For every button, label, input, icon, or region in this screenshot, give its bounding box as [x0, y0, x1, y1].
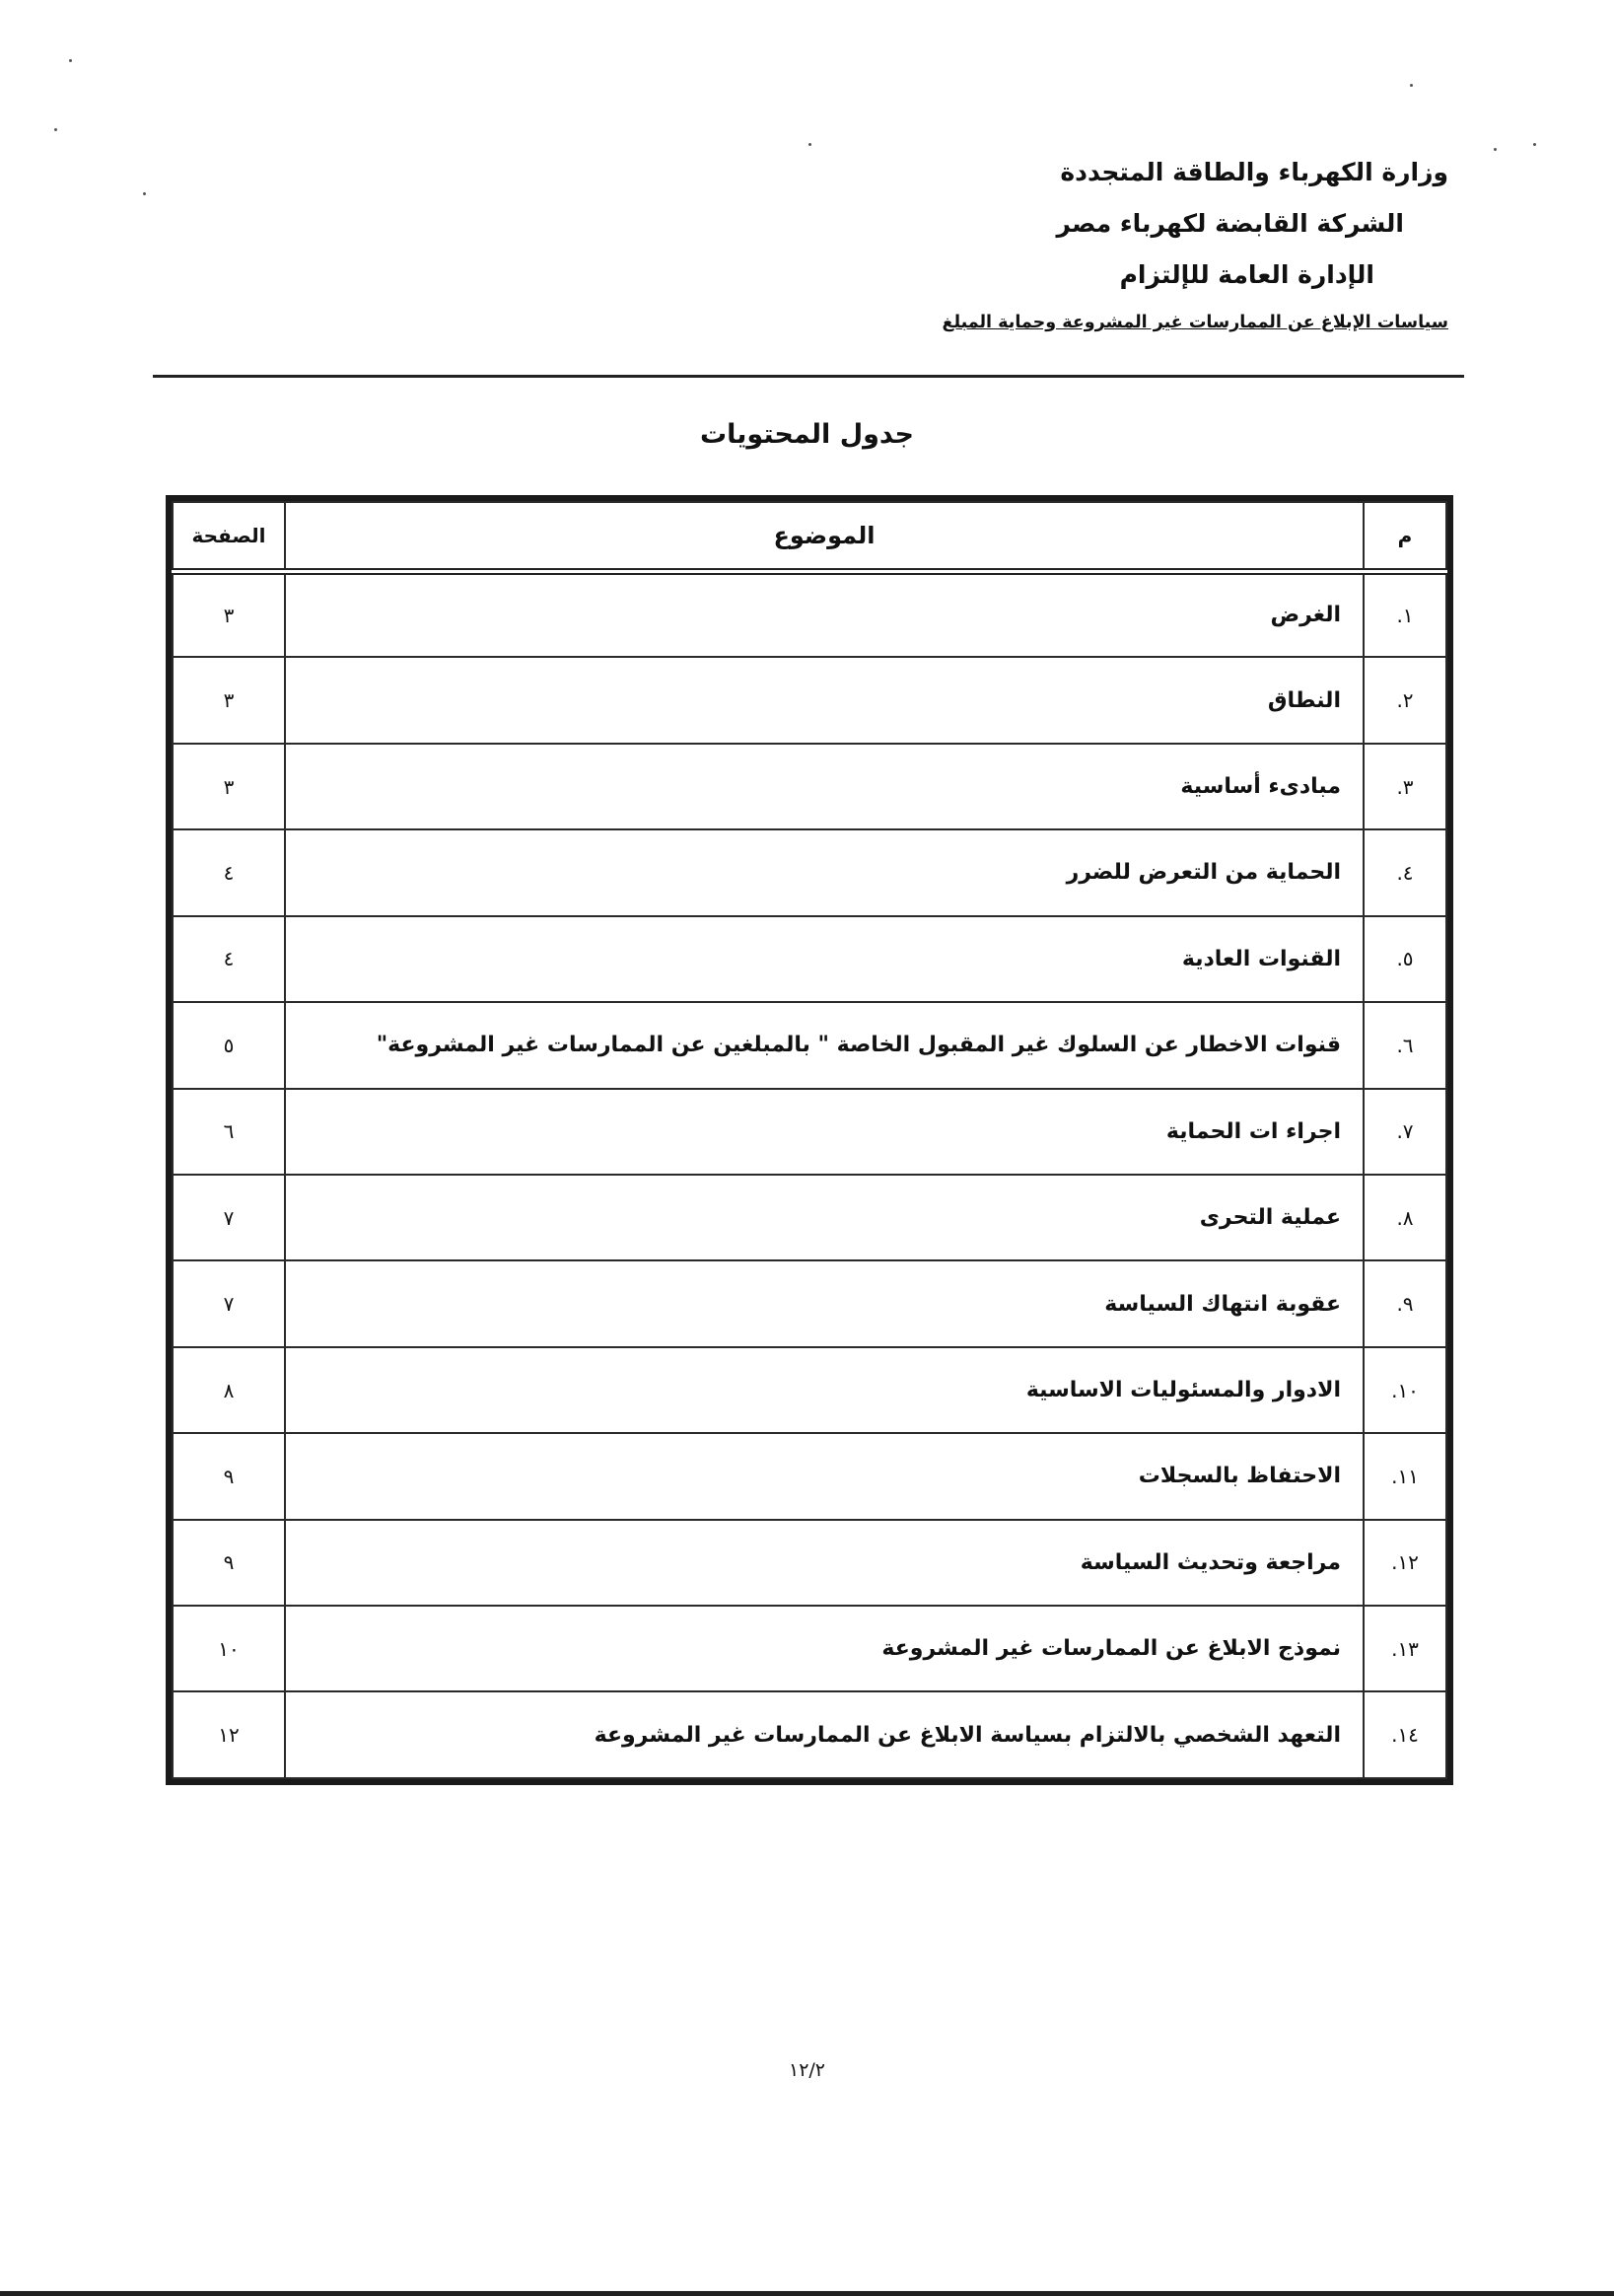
row-topic: القنوات العادية [285, 916, 1364, 1002]
row-number: ١٣. [1364, 1606, 1446, 1691]
scan-edge [0, 2291, 1614, 2296]
row-number: ٩. [1364, 1260, 1446, 1346]
table-row [173, 1347, 1446, 1433]
table-row [173, 1175, 1446, 1260]
toc-table [166, 495, 1453, 1785]
table-row [173, 744, 1446, 829]
toc-rows [173, 571, 1446, 1778]
ministry-name: وزارة الكهرباء والطاقة المتجددة [1060, 158, 1448, 186]
row-page: ٨ [173, 1347, 285, 1433]
row-topic: عقوبة انتهاك السياسة [285, 1260, 1364, 1346]
toc-header-row [173, 502, 1446, 571]
row-page: ٣ [173, 744, 285, 829]
row-page: ١٢ [173, 1691, 285, 1778]
col-header-num: م [1364, 502, 1446, 571]
table-row [173, 1606, 1446, 1691]
table-row [173, 657, 1446, 743]
letterhead [561, 158, 1448, 333]
table-row [173, 1260, 1446, 1346]
row-page: ٩ [173, 1433, 285, 1519]
header-divider [153, 375, 1464, 378]
table-row [173, 1002, 1446, 1088]
table-row [173, 1520, 1446, 1606]
row-page: ٥ [173, 1002, 285, 1088]
row-topic: الاحتفاظ بالسجلات [285, 1433, 1364, 1519]
page-number: ١٢/٢ [788, 2059, 826, 2081]
row-topic: الادوار والمسئوليات الاساسية [285, 1347, 1364, 1433]
row-page: ٩ [173, 1520, 285, 1606]
row-number: ١١. [1364, 1433, 1446, 1519]
row-topic: نموذج الابلاغ عن الممارسات غير المشروعة [285, 1606, 1364, 1691]
row-topic: النطاق [285, 657, 1364, 743]
row-page: ٤ [173, 829, 285, 915]
row-topic: مبادىء أساسية [285, 744, 1364, 829]
row-page: ٦ [173, 1089, 285, 1175]
toc-title: جدول المحتويات [700, 419, 914, 450]
table-row [173, 829, 1446, 915]
col-header-page: الصفحة [173, 502, 285, 571]
row-number: ١٢. [1364, 1520, 1446, 1606]
row-page: ٧ [173, 1260, 285, 1346]
row-page: ٣ [173, 657, 285, 743]
table-row [173, 916, 1446, 1002]
row-topic: الغرض [285, 571, 1364, 657]
company-name: الشركة القابضة لكهرباء مصر [1056, 209, 1404, 238]
row-topic: قنوات الاخطار عن السلوك غير المقبول الخاصة " بالمبلغين عن الممارسات غير المشروعة" [285, 1002, 1364, 1088]
row-number: ٣. [1364, 744, 1446, 829]
policy-title: سياسات الإبلاغ عن الممارسات غير المشروعة وحماية المبلغ [942, 313, 1448, 332]
row-number: ١٠. [1364, 1347, 1446, 1433]
row-number: ٧. [1364, 1089, 1446, 1175]
row-number: ٢. [1364, 657, 1446, 743]
table-row [173, 1089, 1446, 1175]
row-number: ٨. [1364, 1175, 1446, 1260]
row-topic: اجراء ات الحماية [285, 1089, 1364, 1175]
row-topic: عملية التحرى [285, 1175, 1364, 1260]
row-number: ٥. [1364, 916, 1446, 1002]
col-header-topic: الموضوع [285, 502, 1364, 571]
row-page: ٧ [173, 1175, 285, 1260]
row-number: ١. [1364, 571, 1446, 657]
row-topic: مراجعة وتحديث السياسة [285, 1520, 1364, 1606]
table-row [173, 1691, 1446, 1778]
row-page: ١٠ [173, 1606, 285, 1691]
row-number: ٤. [1364, 829, 1446, 915]
row-topic: الحماية من التعرض للضرر [285, 829, 1364, 915]
row-page: ٤ [173, 916, 285, 1002]
row-page: ٣ [173, 571, 285, 657]
table-row [173, 571, 1446, 657]
row-number: ١٤. [1364, 1691, 1446, 1778]
table-row [173, 1433, 1446, 1519]
department-name: الإدارة العامة للإلتزام [1119, 260, 1374, 289]
row-number: ٦. [1364, 1002, 1446, 1088]
row-topic: التعهد الشخصي بالالتزام بسياسة الابلاغ عن الممارسات غير المشروعة [285, 1691, 1364, 1778]
